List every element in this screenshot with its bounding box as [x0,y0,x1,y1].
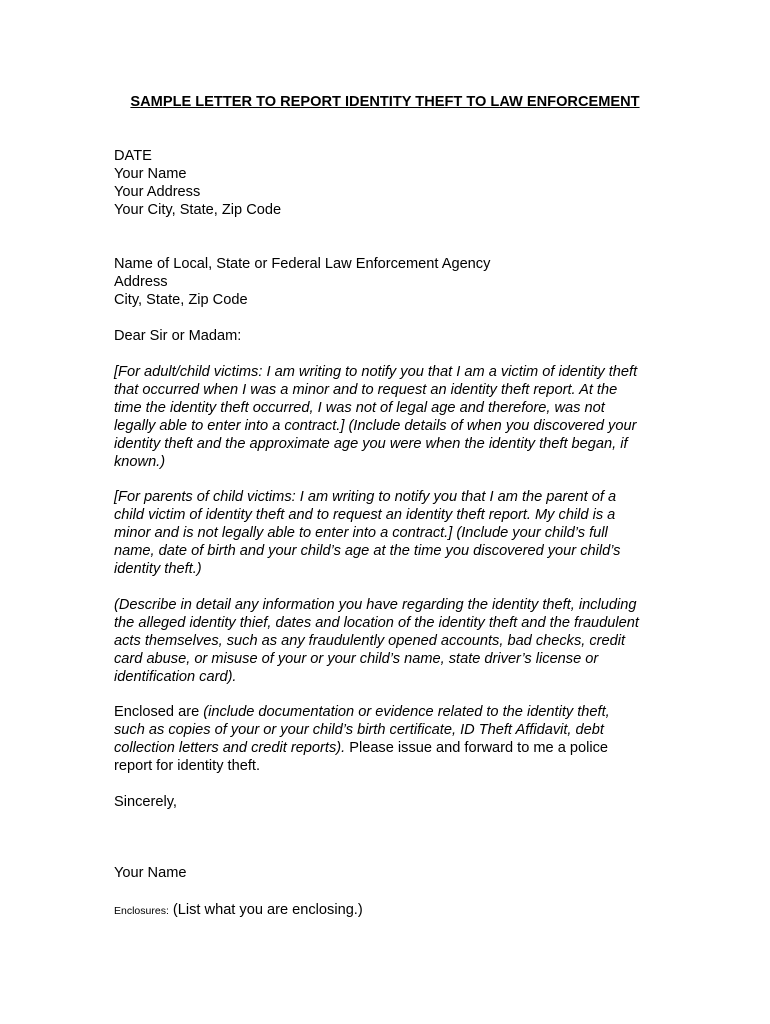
paragraph-line: [For adult/child victims: I am writing to notify you that I am a victim of identity theft [114,364,638,380]
recipient-agency: Name of Local, State or Federal Law Enforcement Agency [114,256,491,272]
paragraph-line: the alleged identity thief, dates and location of the identity theft and the fraudulent [114,615,639,631]
closing-text: Sincerely, [114,794,177,810]
enclosed-normal-text: Please issue and forward to me a police [345,740,609,756]
closing [114,793,674,811]
paragraph-line: acts themselves, such as any fraudulently opened accounts, bad checks, credit [114,633,626,649]
enclosed-line-2: such as copies of your or your child’s birth certificate, ID Theft Affidavit, debt [114,722,604,738]
salutation-text: Dear Sir or Madam: [114,328,242,344]
enclosed-normal-text: Enclosed are [114,704,204,720]
enclosed-italic-text: (include documentation or evidence related to the identity theft, [203,704,610,720]
recipient-city-state-zip: City, State, Zip Code [114,292,248,308]
paragraph-line: card abuse, or misuse of your or your child’s name, state driver’s license or [114,651,599,667]
paragraph-line: legally able to enter into a contract.] (Include details of when you discovered your [114,418,637,434]
sender-block [114,147,674,219]
sender-city-state-zip: Your City, State, Zip Code [114,202,282,218]
salutation [114,327,674,345]
recipient-block [114,255,674,309]
paragraph-line: minor and is not legally able to enter into a contract.] (Include your child’s full [114,525,608,541]
paragraph-line: that occurred when I was a minor and to request an identity theft report. At the [114,382,618,398]
enclosures [114,901,674,920]
paragraph-parents-of-child-victims [114,488,674,578]
enclosed-italic-text: collection letters and credit reports). [114,740,346,756]
paragraph-line: identity theft and the approximate age you were when the identity theft began, if [114,436,628,452]
sender-name: Your Name [114,166,187,182]
sender-date: DATE [114,148,152,164]
signature-name: Your Name [114,865,187,881]
sender-address: Your Address [114,184,201,200]
paragraph-line: time the identity theft occurred, I was not of legal age and therefore, was not [114,400,605,416]
paragraph-line: identity theft.) [114,561,202,577]
enclosures-line [114,901,674,920]
enclosures-text: (List what you are enclosing.) [168,902,363,918]
paragraph-adult-child-victims [114,363,674,471]
paragraph-line: [For parents of child victims: I am writing to notify you that I am the parent of a [114,489,617,505]
enclosed-line-1 [114,703,674,721]
recipient-address: Address [114,274,168,290]
paragraph-line: (Describe in detail any information you have regarding the identity theft, including [114,597,637,613]
paragraph-line: known.) [114,454,166,470]
paragraph-line: name, date of birth and your child’s age at the time you discovered your child’s [114,543,621,559]
enclosed-line-3 [114,739,674,757]
paragraph-line: child victim of identity theft and to request an identity theft report. My child is a [114,507,616,523]
enclosures-label: Enclosures: [114,905,169,917]
paragraph-line: identification card). [114,669,237,685]
paragraph-enclosed [114,703,674,775]
letter-title: SAMPLE LETTER TO REPORT IDENTITY THEFT TO LAW ENFORCEMENT [130,94,640,110]
signature [114,864,674,882]
enclosed-line-4: report for identity theft. [114,758,261,774]
paragraph-describe-details [114,596,674,686]
